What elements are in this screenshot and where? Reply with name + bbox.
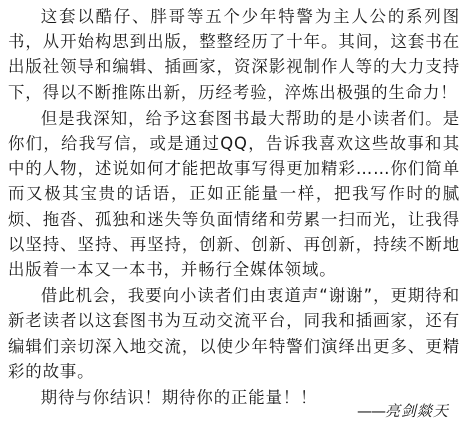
signature-name: 亮剑燚天 bbox=[384, 402, 449, 420]
signature-dash: —— bbox=[356, 402, 385, 420]
author-signature bbox=[357, 400, 449, 422]
paragraph-closing: 期待与你结识！期待你的正能量！！ bbox=[40, 388, 318, 408]
document-body bbox=[8, 4, 460, 410]
paragraph-readers: 但是我深知，给予这套图书最大帮助的是小读者们。是你们，给我写信，或是通过QQ，告诉我喜欢这些故事和其中的人物，述说如何才能把故事写得更加精彩……你们简单而又极其宝贵的话语，正如正能量一样，把我写作时的腻烦、拖沓、孤独和迷失等负面情绪和劳累一扫而光，让我得以坚持、坚持、再坚持，创新、创新、再创新，持续不断地出版着一本又一本书，并畅行全媒体领域。 bbox=[8, 108, 460, 280]
paragraph-thanks: 借此机会，我要向小读者们由衷道声“谢谢”，更期待和新老读者以这套图书为互动交流平台，同我和插画家，还有编辑们亲切深入地交流，以使少年特警们演绎出更多、更精彩的故事。 bbox=[8, 286, 460, 381]
paragraph-intro: 这套以酷仔、胖哥等五个少年特警为主人公的系列图书，从开始构思到出版，整整经历了十年。其间，这套书在出版社领导和编辑、插画家，资深影视制作人等的大力支持下，得以不断推陈出新，历经考验，淬炼出极强的生命力！ bbox=[8, 7, 460, 102]
